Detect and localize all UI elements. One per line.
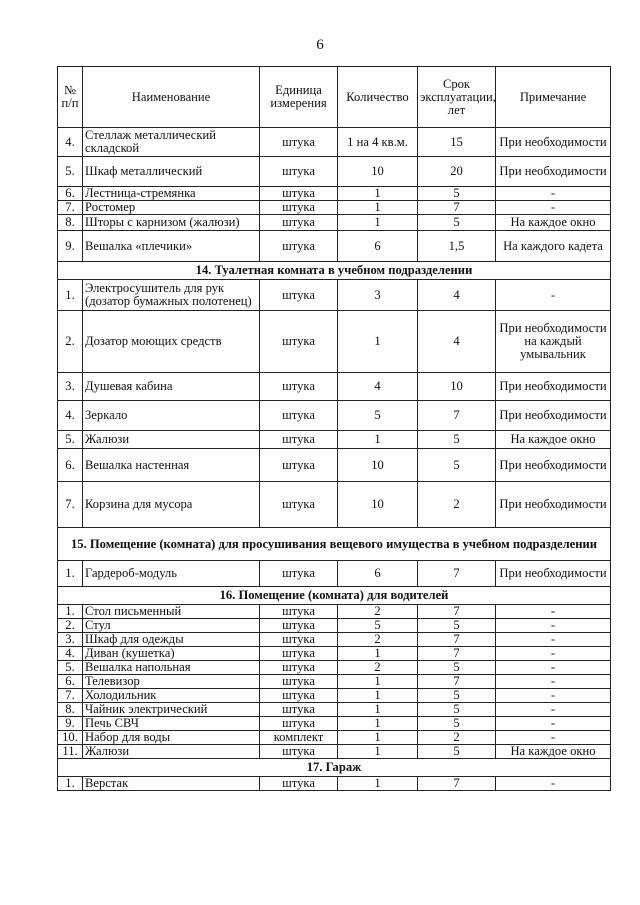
- cell-unit: штука: [260, 215, 338, 231]
- cell-srok: 5: [418, 187, 496, 201]
- cell-note: -: [496, 731, 611, 745]
- cell-num: 9.: [58, 717, 83, 731]
- cell-note: -: [496, 703, 611, 717]
- cell-note: На каждое окно: [496, 431, 611, 449]
- cell-srok: 7: [418, 633, 496, 647]
- cell-name: Стул: [83, 619, 260, 633]
- cell-num: 8.: [58, 215, 83, 231]
- cell-num: 1.: [58, 777, 83, 791]
- cell-num: 7.: [58, 201, 83, 215]
- table-row: [58, 745, 611, 759]
- table-row: [58, 373, 611, 401]
- cell-note: -: [496, 187, 611, 201]
- cell-srok: 15: [418, 128, 496, 157]
- cell-note: При необходимости на каждый умывальник: [496, 311, 611, 373]
- cell-unit: штука: [260, 745, 338, 759]
- cell-note: -: [496, 777, 611, 791]
- cell-srok: 5: [418, 703, 496, 717]
- cell-qty: 6: [338, 231, 418, 262]
- cell-qty: 4: [338, 373, 418, 401]
- cell-num: 9.: [58, 231, 83, 262]
- cell-qty: 1: [338, 215, 418, 231]
- cell-name: Ростомер: [83, 201, 260, 215]
- table-row: [58, 157, 611, 187]
- cell-qty: 10: [338, 482, 418, 528]
- cell-name: Телевизор: [83, 675, 260, 689]
- cell-name: Вешалка напольная: [83, 661, 260, 675]
- section-row: [58, 759, 611, 777]
- cell-num: 7.: [58, 689, 83, 703]
- cell-unit: штука: [260, 157, 338, 187]
- header-srok: Срок эксплуатации, лет: [418, 67, 496, 128]
- cell-srok: 10: [418, 373, 496, 401]
- cell-note: -: [496, 605, 611, 619]
- cell-name: Шторы с карнизом (жалюзи): [83, 215, 260, 231]
- table-row: [58, 661, 611, 675]
- cell-note: При необходимости: [496, 401, 611, 431]
- cell-qty: 1: [338, 777, 418, 791]
- cell-unit: штука: [260, 201, 338, 215]
- cell-num: 3.: [58, 633, 83, 647]
- cell-qty: 10: [338, 449, 418, 482]
- table-row: [58, 731, 611, 745]
- cell-srok: 7: [418, 561, 496, 587]
- cell-name: Стеллаж металлический складской: [83, 128, 260, 157]
- cell-name: Зеркало: [83, 401, 260, 431]
- cell-srok: 4: [418, 280, 496, 311]
- cell-unit: штука: [260, 689, 338, 703]
- cell-qty: 6: [338, 561, 418, 587]
- cell-srok: 5: [418, 215, 496, 231]
- cell-name: Вешалка «плечики»: [83, 231, 260, 262]
- cell-name: Стол письменный: [83, 605, 260, 619]
- cell-note: При необходимости: [496, 449, 611, 482]
- cell-unit: штука: [260, 187, 338, 201]
- cell-note: При необходимости: [496, 561, 611, 587]
- cell-note: На каждого кадета: [496, 231, 611, 262]
- cell-name: Жалюзи: [83, 431, 260, 449]
- cell-note: При необходимости: [496, 157, 611, 187]
- table-row: [58, 431, 611, 449]
- table-row: [58, 201, 611, 215]
- cell-name: Душевая кабина: [83, 373, 260, 401]
- cell-name: Вешалка настенная: [83, 449, 260, 482]
- cell-name: Холодильник: [83, 689, 260, 703]
- table-row: [58, 280, 611, 311]
- cell-num: 10.: [58, 731, 83, 745]
- section-title: 16. Помещение (комната) для водителей: [58, 587, 611, 605]
- cell-unit: штука: [260, 675, 338, 689]
- table-row: [58, 633, 611, 647]
- header-name: Наименование: [83, 67, 260, 128]
- table-row: [58, 605, 611, 619]
- table-row: [58, 777, 611, 791]
- table-row: [58, 482, 611, 528]
- cell-num: 6.: [58, 675, 83, 689]
- cell-unit: штука: [260, 449, 338, 482]
- cell-note: -: [496, 661, 611, 675]
- cell-note: При необходимости: [496, 128, 611, 157]
- cell-qty: 2: [338, 605, 418, 619]
- cell-qty: 5: [338, 401, 418, 431]
- cell-qty: 10: [338, 157, 418, 187]
- cell-srok: 7: [418, 201, 496, 215]
- table-row: [58, 215, 611, 231]
- cell-srok: 7: [418, 605, 496, 619]
- cell-qty: 3: [338, 280, 418, 311]
- cell-srok: 2: [418, 482, 496, 528]
- cell-num: 6.: [58, 187, 83, 201]
- cell-name: Печь СВЧ: [83, 717, 260, 731]
- cell-srok: 1,5: [418, 231, 496, 262]
- cell-num: 5.: [58, 661, 83, 675]
- cell-name: Набор для воды: [83, 731, 260, 745]
- cell-note: -: [496, 689, 611, 703]
- cell-qty: 1: [338, 311, 418, 373]
- cell-qty: 1: [338, 731, 418, 745]
- cell-unit: штука: [260, 373, 338, 401]
- cell-name: Чайник электрический: [83, 703, 260, 717]
- cell-unit: штука: [260, 561, 338, 587]
- table-row: [58, 675, 611, 689]
- cell-srok: 5: [418, 431, 496, 449]
- cell-note: -: [496, 619, 611, 633]
- cell-note: -: [496, 201, 611, 215]
- table-row: [58, 449, 611, 482]
- cell-note: -: [496, 675, 611, 689]
- cell-srok: 2: [418, 731, 496, 745]
- cell-srok: 5: [418, 449, 496, 482]
- section-row: [58, 528, 611, 561]
- page-number: 6: [316, 37, 324, 53]
- cell-unit: штука: [260, 231, 338, 262]
- cell-name: Дозатор моющих средств: [83, 311, 260, 373]
- cell-num: 1.: [58, 280, 83, 311]
- cell-note: При необходимости: [496, 482, 611, 528]
- cell-qty: 1: [338, 745, 418, 759]
- cell-qty: 1 на 4 кв.м.: [338, 128, 418, 157]
- cell-qty: 1: [338, 431, 418, 449]
- cell-unit: штука: [260, 401, 338, 431]
- header-num: № п/п: [58, 67, 83, 128]
- table-row: [58, 561, 611, 587]
- cell-unit: штука: [260, 128, 338, 157]
- cell-qty: 1: [338, 675, 418, 689]
- cell-name: Жалюзи: [83, 745, 260, 759]
- equipment-table: [57, 66, 611, 791]
- table-row: [58, 647, 611, 661]
- header-unit: Единица измерения: [260, 67, 338, 128]
- cell-unit: штука: [260, 311, 338, 373]
- cell-unit: комплект: [260, 731, 338, 745]
- header-qty: Количество: [338, 67, 418, 128]
- cell-srok: 4: [418, 311, 496, 373]
- table-row: [58, 619, 611, 633]
- section-row: [58, 262, 611, 280]
- cell-name: Лестница-стремянка: [83, 187, 260, 201]
- cell-unit: штука: [260, 431, 338, 449]
- cell-num: 5.: [58, 431, 83, 449]
- cell-unit: штука: [260, 605, 338, 619]
- cell-note: -: [496, 280, 611, 311]
- section-title: 15. Помещение (комната) для просушивания вещевого имущества в учебном подразделении: [58, 528, 611, 561]
- cell-qty: 1: [338, 703, 418, 717]
- cell-srok: 7: [418, 675, 496, 689]
- cell-srok: 7: [418, 647, 496, 661]
- cell-srok: 5: [418, 717, 496, 731]
- cell-qty: 1: [338, 717, 418, 731]
- cell-name: Диван (кушетка): [83, 647, 260, 661]
- cell-qty: 1: [338, 201, 418, 215]
- cell-num: 4.: [58, 128, 83, 157]
- cell-unit: штука: [260, 633, 338, 647]
- cell-unit: штука: [260, 482, 338, 528]
- cell-qty: 5: [338, 619, 418, 633]
- cell-srok: 20: [418, 157, 496, 187]
- cell-name: Гардероб-модуль: [83, 561, 260, 587]
- cell-num: 2.: [58, 619, 83, 633]
- table-header-row: [58, 67, 611, 128]
- cell-srok: 5: [418, 745, 496, 759]
- cell-num: 7.: [58, 482, 83, 528]
- cell-note: -: [496, 647, 611, 661]
- table-row: [58, 689, 611, 703]
- cell-name: Шкаф для одежды: [83, 633, 260, 647]
- cell-qty: 2: [338, 633, 418, 647]
- cell-qty: 1: [338, 647, 418, 661]
- cell-unit: штука: [260, 647, 338, 661]
- table-row: [58, 128, 611, 157]
- cell-name: Электросушитель для рук (дозатор бумажных полотенец): [83, 280, 260, 311]
- table-row: [58, 717, 611, 731]
- cell-note: На каждое окно: [496, 745, 611, 759]
- cell-num: 1.: [58, 605, 83, 619]
- cell-name: Шкаф металлический: [83, 157, 260, 187]
- section-row: [58, 587, 611, 605]
- cell-srok: 5: [418, 619, 496, 633]
- cell-note: -: [496, 633, 611, 647]
- cell-num: 4.: [58, 647, 83, 661]
- cell-num: 11.: [58, 745, 83, 759]
- header-note: Примечание: [496, 67, 611, 128]
- table-row: [58, 311, 611, 373]
- cell-note: При необходимости: [496, 373, 611, 401]
- cell-srok: 7: [418, 401, 496, 431]
- cell-num: 8.: [58, 703, 83, 717]
- cell-note: -: [496, 717, 611, 731]
- cell-unit: штука: [260, 661, 338, 675]
- cell-unit: штука: [260, 777, 338, 791]
- table-row: [58, 187, 611, 201]
- cell-num: 5.: [58, 157, 83, 187]
- cell-srok: 5: [418, 689, 496, 703]
- cell-num: 4.: [58, 401, 83, 431]
- cell-unit: штука: [260, 703, 338, 717]
- section-title: 17. Гараж: [58, 759, 611, 777]
- section-title: 14. Туалетная комната в учебном подразделении: [58, 262, 611, 280]
- cell-qty: 1: [338, 187, 418, 201]
- cell-qty: 1: [338, 689, 418, 703]
- table-row: [58, 401, 611, 431]
- cell-srok: 7: [418, 777, 496, 791]
- table-row: [58, 703, 611, 717]
- cell-num: 3.: [58, 373, 83, 401]
- table-row: [58, 231, 611, 262]
- cell-note: На каждое окно: [496, 215, 611, 231]
- cell-unit: штука: [260, 619, 338, 633]
- cell-name: Верстак: [83, 777, 260, 791]
- cell-num: 6.: [58, 449, 83, 482]
- cell-name: Корзина для мусора: [83, 482, 260, 528]
- cell-unit: штука: [260, 280, 338, 311]
- cell-unit: штука: [260, 717, 338, 731]
- cell-srok: 5: [418, 661, 496, 675]
- cell-num: 2.: [58, 311, 83, 373]
- cell-qty: 2: [338, 661, 418, 675]
- cell-num: 1.: [58, 561, 83, 587]
